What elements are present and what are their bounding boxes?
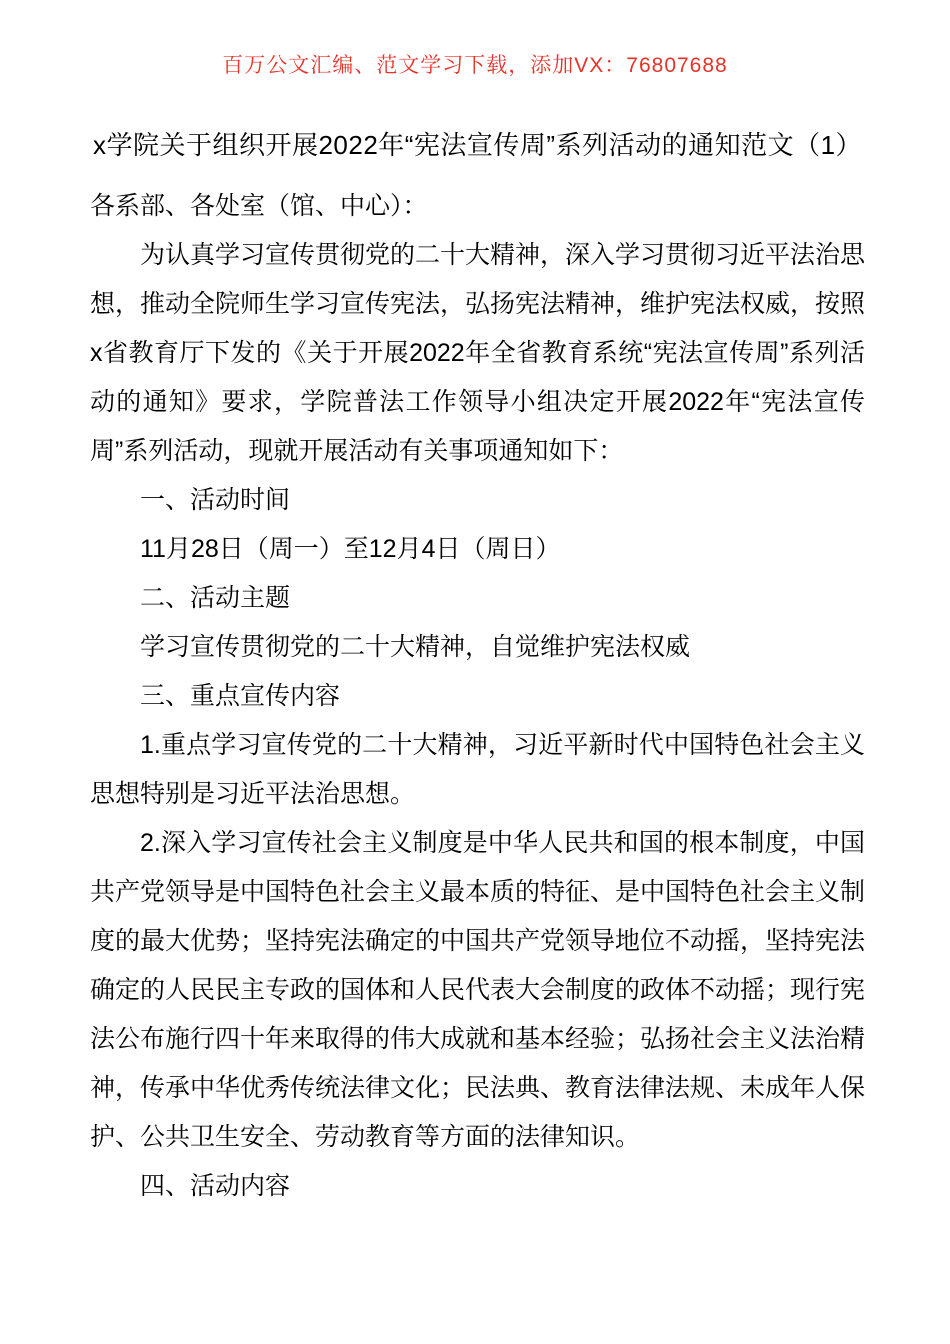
key-content-item-2: 2.深入学习宣传社会主义制度是中华人民共和国的根本制度，中国共产党领导是中国特色社会主义最本质的特征、是中国特色社会主义制度的最大优势；坚持宪法确定的中国共产党领导地位不动摇，坚持宪法确定的人民民主专政的国体和人民代表大会制度的政体不动摇；现行宪法公布施行四十年来取得的伟大成就和基本经验；弘扬社会主义法治精神，传承中华优秀传统法律文化；民法典、教育法律法规、未成年人保护、公共卫生安全、劳动教育等方面的法律知识。 xyxy=(90,829,866,1151)
promo-header-text: 百万公文汇编、范文学习下载，添加VX：76807688 xyxy=(222,54,728,77)
key-content-item-1: 1.重点学习宣传党的二十大精神，习近平新时代中国特色社会主义思想特别是习近平法治思想。 xyxy=(90,731,865,808)
section-heading-key-content: 三、重点宣传内容 xyxy=(140,682,341,710)
page-title: x学院关于组织开展2022年“宪法宣传周”系列活动的通知范文（1） xyxy=(92,130,863,160)
salutation: 各系部、各处室（馆、中心）： xyxy=(90,192,428,220)
promo-header xyxy=(0,0,950,80)
section-heading-activity-time: 一、活动时间 xyxy=(140,486,291,514)
intro-paragraph: 为认真学习宣传贯彻党的二十大精神，深入学习贯彻习近平法治思想，推动全院师生学习宣传宪法，弘扬宪法精神，维护宪法权威，按照x省教育厅下发的《关于开展2022年全省教育系统“宪法宣传周”系列活动的通知》要求，学院普法工作领导小组决定开展2022年“宪法宣传周”系列活动，现就开展活动有关事项通知如下： xyxy=(90,241,866,465)
section-heading-activity-content: 四、活动内容 xyxy=(140,1172,291,1200)
activity-theme-text: 学习宣传贯彻党的二十大精神，自觉维护宪法权威 xyxy=(140,633,691,661)
activity-time-text: 11月28日（周一）至12月4日（周日） xyxy=(140,535,561,563)
document-body xyxy=(0,126,950,1211)
section-heading-activity-theme: 二、活动主题 xyxy=(140,584,291,612)
